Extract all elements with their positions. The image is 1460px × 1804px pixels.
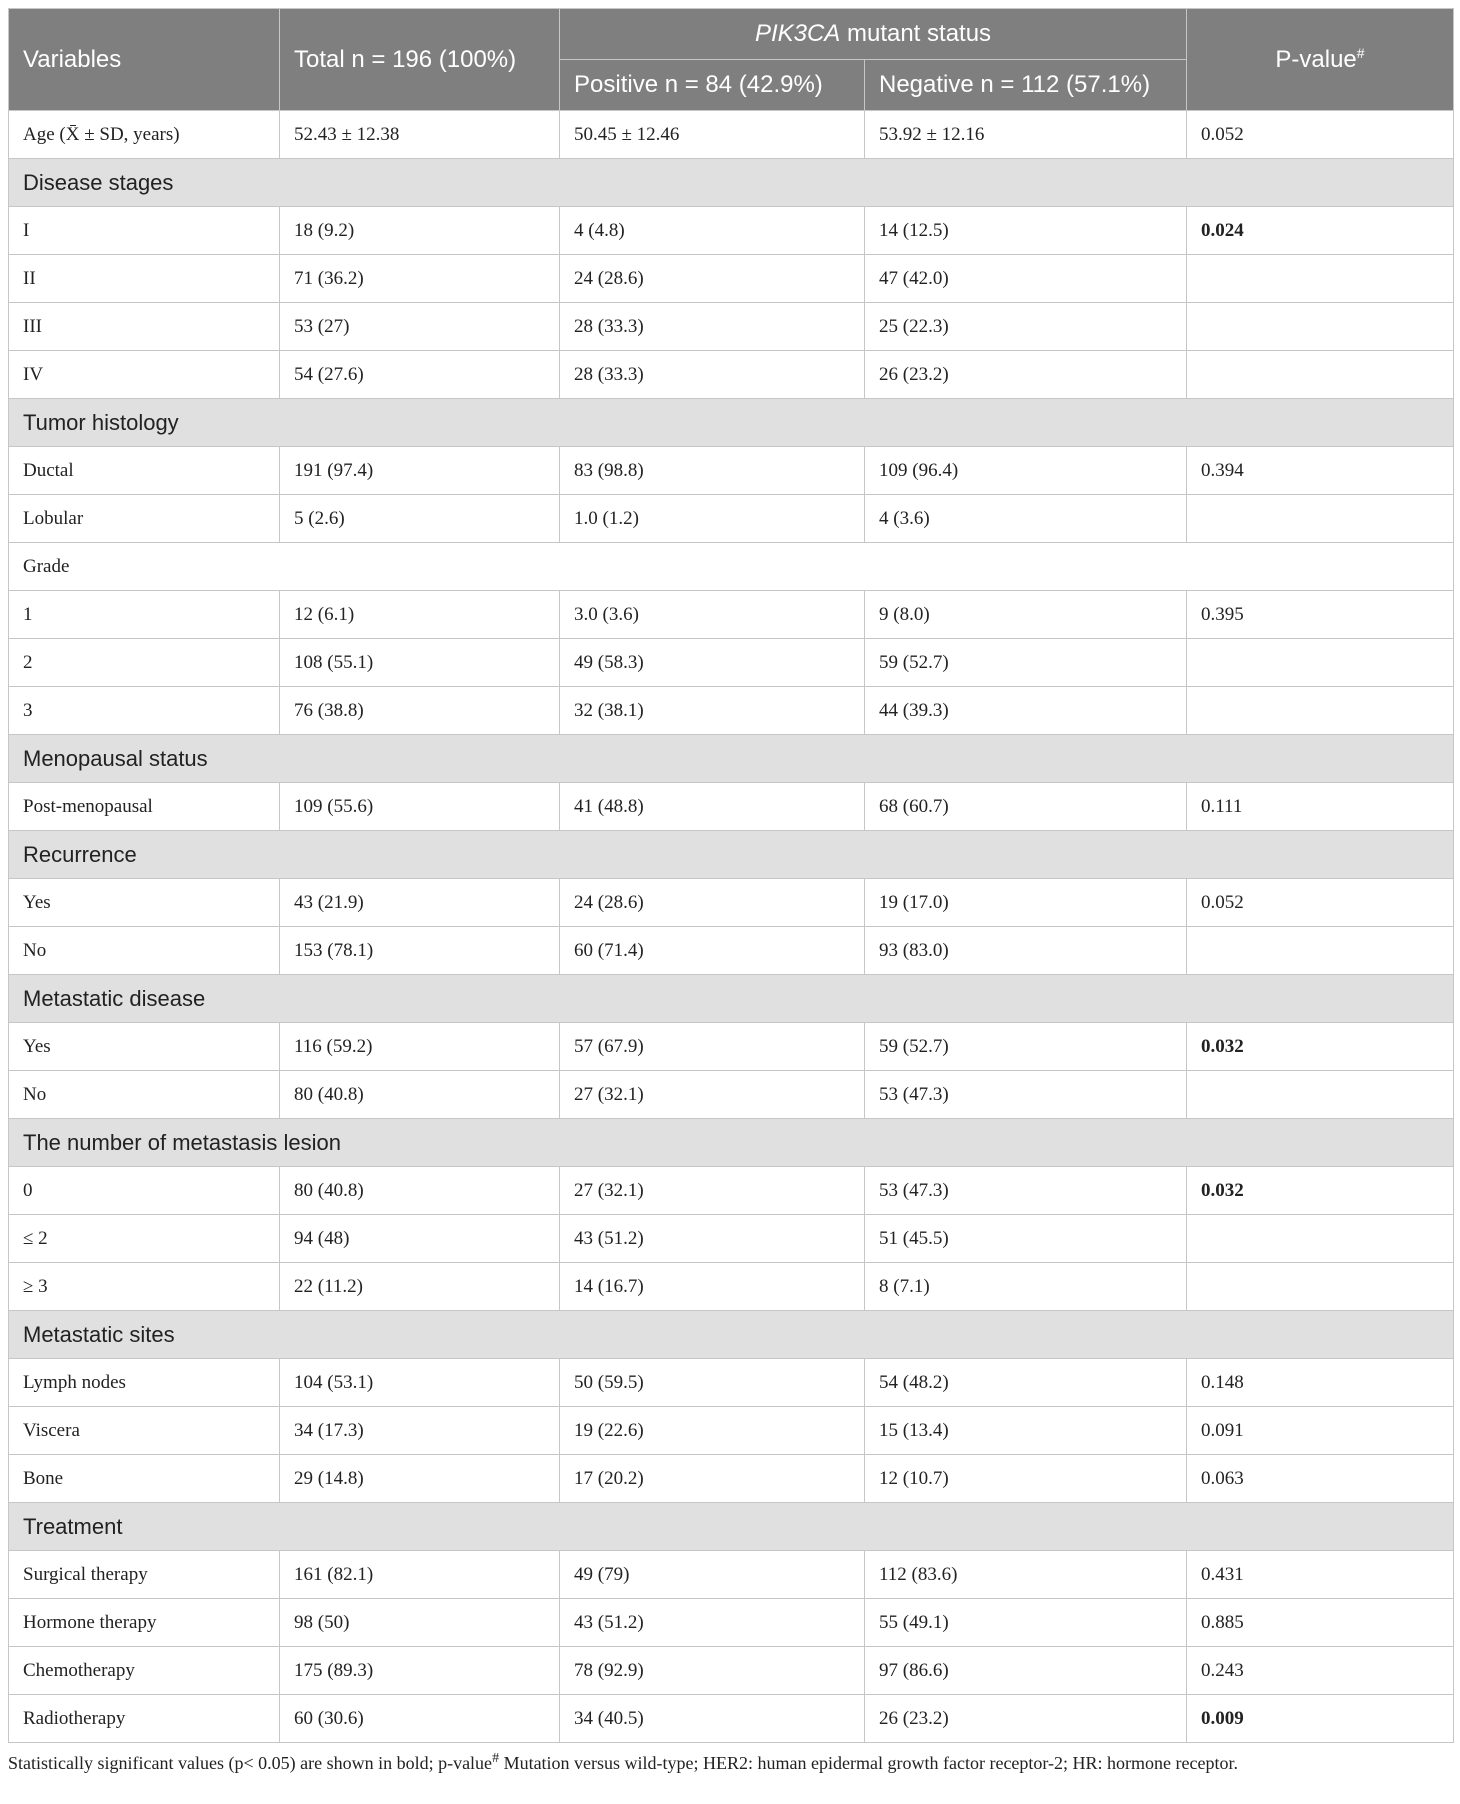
cell-positive: 19 (22.6) <box>560 1407 865 1455</box>
cell-negative: 47 (42.0) <box>865 255 1187 303</box>
cell-pvalue: 0.431 <box>1187 1551 1454 1599</box>
cell-variable: 3 <box>9 687 280 735</box>
cell-positive: 28 (33.3) <box>560 303 865 351</box>
cell-negative: 19 (17.0) <box>865 879 1187 927</box>
table-row <box>9 879 1454 927</box>
cell-positive: 78 (92.9) <box>560 1647 865 1695</box>
cell-total: 43 (21.9) <box>280 879 560 927</box>
table-row <box>9 207 1454 255</box>
section-label: Metastatic sites <box>9 1311 1454 1359</box>
cell-positive: 27 (32.1) <box>560 1071 865 1119</box>
cell-total: 29 (14.8) <box>280 1455 560 1503</box>
cell-pvalue <box>1187 351 1454 399</box>
section-label: Tumor histology <box>9 399 1454 447</box>
cell-positive: 60 (71.4) <box>560 927 865 975</box>
cell-variable: 2 <box>9 639 280 687</box>
cell-pvalue: 0.063 <box>1187 1455 1454 1503</box>
cell-total: 12 (6.1) <box>280 591 560 639</box>
table-row <box>9 447 1454 495</box>
cell-positive: 32 (38.1) <box>560 687 865 735</box>
table-header <box>9 9 1454 111</box>
section-row <box>9 1119 1454 1167</box>
table-row <box>9 1455 1454 1503</box>
cell-variable: Age (X̄ ± SD, years) <box>9 111 280 159</box>
header-positive: Positive n = 84 (42.9%) <box>560 60 865 111</box>
cell-total: 80 (40.8) <box>280 1071 560 1119</box>
footnote-text-1: Statistically significant values (p< 0.05) are shown in bold; p-value <box>8 1753 493 1773</box>
pvalue-label: P-value <box>1275 46 1357 73</box>
section-row <box>9 1503 1454 1551</box>
cell-pvalue <box>1187 1263 1454 1311</box>
cell-total: 71 (36.2) <box>280 255 560 303</box>
cell-total: 18 (9.2) <box>280 207 560 255</box>
section-label: Menopausal status <box>9 735 1454 783</box>
cell-negative: 25 (22.3) <box>865 303 1187 351</box>
section-row <box>9 735 1454 783</box>
cell-total: 60 (30.6) <box>280 1695 560 1743</box>
table-row <box>9 1023 1454 1071</box>
cell-pvalue <box>1187 927 1454 975</box>
footnote-text-2: Mutation versus wild-type; HER2: human epidermal growth factor receptor-2; HR: hormone receptor. <box>499 1753 1239 1773</box>
cell-negative: 15 (13.4) <box>865 1407 1187 1455</box>
cell-variable: I <box>9 207 280 255</box>
cell-pvalue: 0.052 <box>1187 111 1454 159</box>
cell-positive: 14 (16.7) <box>560 1263 865 1311</box>
section-label: Treatment <box>9 1503 1454 1551</box>
table-row <box>9 1215 1454 1263</box>
header-total: Total n = 196 (100%) <box>280 9 560 111</box>
table-row <box>9 111 1454 159</box>
cell-negative: 14 (12.5) <box>865 207 1187 255</box>
table-row <box>9 1695 1454 1743</box>
cell-negative: 12 (10.7) <box>865 1455 1187 1503</box>
cell-total: 109 (55.6) <box>280 783 560 831</box>
cell-pvalue <box>1187 1071 1454 1119</box>
cell-negative: 109 (96.4) <box>865 447 1187 495</box>
cell-negative: 59 (52.7) <box>865 639 1187 687</box>
cell-total: 54 (27.6) <box>280 351 560 399</box>
header-variables: Variables <box>9 9 280 111</box>
cell-positive: 1.0 (1.2) <box>560 495 865 543</box>
cell-total: 53 (27) <box>280 303 560 351</box>
table-row <box>9 1167 1454 1215</box>
cell-total: 34 (17.3) <box>280 1407 560 1455</box>
cell-positive: 49 (79) <box>560 1551 865 1599</box>
cell-positive: 50 (59.5) <box>560 1359 865 1407</box>
cell-variable: Viscera <box>9 1407 280 1455</box>
section-label: Recurrence <box>9 831 1454 879</box>
table-row <box>9 1263 1454 1311</box>
cell-pvalue: 0.032 <box>1187 1167 1454 1215</box>
cell-variable: ≥ 3 <box>9 1263 280 1311</box>
cell-total: 98 (50) <box>280 1599 560 1647</box>
cell-negative: 68 (60.7) <box>865 783 1187 831</box>
cell-negative: 59 (52.7) <box>865 1023 1187 1071</box>
section-row <box>9 159 1454 207</box>
cell-pvalue <box>1187 687 1454 735</box>
table-row <box>9 639 1454 687</box>
table-row <box>9 1359 1454 1407</box>
cell-pvalue: 0.243 <box>1187 1647 1454 1695</box>
cell-variable: No <box>9 1071 280 1119</box>
cell-pvalue: 0.091 <box>1187 1407 1454 1455</box>
cell-pvalue <box>1187 255 1454 303</box>
cell-positive: 28 (33.3) <box>560 351 865 399</box>
cell-variable: 1 <box>9 591 280 639</box>
table-row <box>9 1071 1454 1119</box>
cell-pvalue <box>1187 1215 1454 1263</box>
cell-positive: 3.0 (3.6) <box>560 591 865 639</box>
cell-pvalue <box>1187 495 1454 543</box>
cell-variable: II <box>9 255 280 303</box>
cell-total: 116 (59.2) <box>280 1023 560 1071</box>
cell-variable: No <box>9 927 280 975</box>
section-row <box>9 399 1454 447</box>
table-row <box>9 591 1454 639</box>
cell-variable: Bone <box>9 1455 280 1503</box>
cell-pvalue: 0.024 <box>1187 207 1454 255</box>
cell-positive: 43 (51.2) <box>560 1215 865 1263</box>
table-row <box>9 1551 1454 1599</box>
cell-negative: 53 (47.3) <box>865 1071 1187 1119</box>
cell-variable: Lymph nodes <box>9 1359 280 1407</box>
header-pvalue <box>1187 9 1454 111</box>
cell-negative: 8 (7.1) <box>865 1263 1187 1311</box>
section-label: Metastatic disease <box>9 975 1454 1023</box>
cell-variable: IV <box>9 351 280 399</box>
cell-total: 22 (11.2) <box>280 1263 560 1311</box>
section-row <box>9 831 1454 879</box>
table-row <box>9 1599 1454 1647</box>
cell-pvalue: 0.885 <box>1187 1599 1454 1647</box>
section-label: The number of metastasis lesion <box>9 1119 1454 1167</box>
cell-total: 108 (55.1) <box>280 639 560 687</box>
footnote-sup: # <box>492 1751 500 1766</box>
table-row <box>9 495 1454 543</box>
cell-positive: 17 (20.2) <box>560 1455 865 1503</box>
cell-negative: 44 (39.3) <box>865 687 1187 735</box>
cell-pvalue: 0.394 <box>1187 447 1454 495</box>
cell-positive: 43 (51.2) <box>560 1599 865 1647</box>
cell-variable: Chemotherapy <box>9 1647 280 1695</box>
cell-negative: 53 (47.3) <box>865 1167 1187 1215</box>
cell-negative: 26 (23.2) <box>865 1695 1187 1743</box>
cell-pvalue <box>1187 639 1454 687</box>
cell-negative: 51 (45.5) <box>865 1215 1187 1263</box>
cell-negative: 53.92 ± 12.16 <box>865 111 1187 159</box>
pvalue-sup: # <box>1356 45 1365 61</box>
cell-positive: 49 (58.3) <box>560 639 865 687</box>
cell-total: 104 (53.1) <box>280 1359 560 1407</box>
cell-positive: 24 (28.6) <box>560 879 865 927</box>
cell-pvalue <box>1187 303 1454 351</box>
table-row <box>9 255 1454 303</box>
table-row <box>9 1407 1454 1455</box>
cell-variable: Radiotherapy <box>9 1695 280 1743</box>
cell-negative: 26 (23.2) <box>865 351 1187 399</box>
table-row <box>9 1647 1454 1695</box>
table-row <box>9 303 1454 351</box>
cell-negative: 93 (83.0) <box>865 927 1187 975</box>
subheading-row <box>9 543 1454 591</box>
cell-positive: 34 (40.5) <box>560 1695 865 1743</box>
cell-pvalue: 0.032 <box>1187 1023 1454 1071</box>
cell-total: 94 (48) <box>280 1215 560 1263</box>
cell-total: 175 (89.3) <box>280 1647 560 1695</box>
cell-variable: Surgical therapy <box>9 1551 280 1599</box>
cell-total: 191 (97.4) <box>280 447 560 495</box>
gene-name: PIK3CA <box>754 20 841 47</box>
cell-variable: ≤ 2 <box>9 1215 280 1263</box>
cell-negative: 54 (48.2) <box>865 1359 1187 1407</box>
table-container <box>8 8 1453 1774</box>
cell-pvalue: 0.148 <box>1187 1359 1454 1407</box>
cell-variable: Hormone therapy <box>9 1599 280 1647</box>
section-row <box>9 975 1454 1023</box>
table-row <box>9 687 1454 735</box>
header-pik3ca-status <box>560 9 1187 60</box>
cell-negative: 4 (3.6) <box>865 495 1187 543</box>
section-row <box>9 1311 1454 1359</box>
cell-negative: 9 (8.0) <box>865 591 1187 639</box>
cell-total: 80 (40.8) <box>280 1167 560 1215</box>
section-label: Grade <box>9 543 1454 591</box>
header-negative: Negative n = 112 (57.1%) <box>865 60 1187 111</box>
table-footnote <box>8 1751 1453 1774</box>
cell-variable: 0 <box>9 1167 280 1215</box>
pik3ca-characteristics-table <box>8 8 1454 1743</box>
cell-positive: 50.45 ± 12.46 <box>560 111 865 159</box>
cell-positive: 4 (4.8) <box>560 207 865 255</box>
table-body <box>9 111 1454 1743</box>
cell-variable: Yes <box>9 879 280 927</box>
cell-variable: Lobular <box>9 495 280 543</box>
cell-positive: 27 (32.1) <box>560 1167 865 1215</box>
cell-total: 153 (78.1) <box>280 927 560 975</box>
cell-positive: 41 (48.8) <box>560 783 865 831</box>
table-row <box>9 351 1454 399</box>
cell-negative: 97 (86.6) <box>865 1647 1187 1695</box>
table-row <box>9 927 1454 975</box>
cell-pvalue: 0.395 <box>1187 591 1454 639</box>
status-label: mutant status <box>840 20 992 47</box>
cell-variable: Ductal <box>9 447 280 495</box>
cell-total: 161 (82.1) <box>280 1551 560 1599</box>
cell-variable: III <box>9 303 280 351</box>
cell-total: 5 (2.6) <box>280 495 560 543</box>
cell-negative: 55 (49.1) <box>865 1599 1187 1647</box>
cell-pvalue: 0.052 <box>1187 879 1454 927</box>
cell-total: 52.43 ± 12.38 <box>280 111 560 159</box>
cell-variable: Yes <box>9 1023 280 1071</box>
cell-positive: 83 (98.8) <box>560 447 865 495</box>
cell-negative: 112 (83.6) <box>865 1551 1187 1599</box>
cell-pvalue: 0.111 <box>1187 783 1454 831</box>
cell-positive: 57 (67.9) <box>560 1023 865 1071</box>
cell-total: 76 (38.8) <box>280 687 560 735</box>
cell-pvalue: 0.009 <box>1187 1695 1454 1743</box>
cell-positive: 24 (28.6) <box>560 255 865 303</box>
cell-variable: Post-menopausal <box>9 783 280 831</box>
section-label: Disease stages <box>9 159 1454 207</box>
table-row <box>9 783 1454 831</box>
